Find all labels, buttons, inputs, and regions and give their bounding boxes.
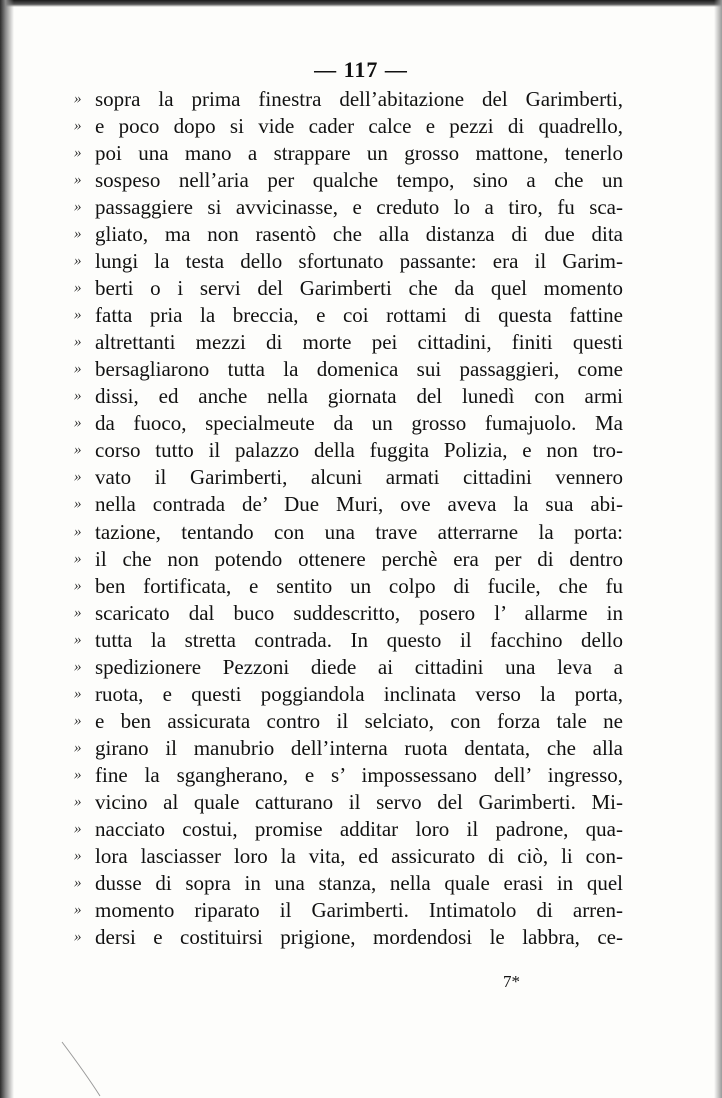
line-text: nella contrada de’ Due Muri, ove aveva la sua abi- <box>95 492 623 517</box>
quote-marker: » <box>74 523 82 540</box>
quote-marker: » <box>74 901 82 918</box>
text-line <box>0 870 722 897</box>
text-line <box>0 410 722 437</box>
line-text: corso tutto il palazzo della fuggita Polizia, e non tro- <box>95 438 623 463</box>
quote-marker: » <box>74 793 82 810</box>
text-line <box>0 681 722 708</box>
line-text: tutta la stretta contrada. In questo il facchino dello <box>95 627 623 652</box>
quote-marker: » <box>74 631 82 648</box>
text-line <box>0 924 722 951</box>
quote-marker: » <box>74 253 82 270</box>
body-text <box>0 86 722 951</box>
quote-marker: » <box>74 766 82 783</box>
line-text: il che non potendo ottenere perchè era per di dentro <box>95 546 623 571</box>
quote-marker: » <box>74 415 82 432</box>
text-line <box>0 140 722 167</box>
text-line <box>0 897 722 924</box>
text-line <box>0 383 722 410</box>
text-line <box>0 356 722 383</box>
text-line <box>0 437 722 464</box>
text-line <box>0 762 722 789</box>
quote-marker: » <box>74 388 82 405</box>
line-text: momento riparato il Garimberti. Intimatolo di arren- <box>95 897 623 922</box>
text-line <box>0 735 722 762</box>
quote-marker: » <box>74 172 82 189</box>
line-text: sopra la prima finestra dell’abitazione del Garimberti, <box>95 87 623 111</box>
line-text: bersagliarono tutta la domenica sui passaggieri, come <box>95 357 623 382</box>
text-line <box>0 302 722 329</box>
line-text: ruota, e questi poggiandola inclinata verso la porta, <box>95 681 623 706</box>
quote-marker: » <box>74 550 82 567</box>
signature-mark: 7* <box>503 972 520 991</box>
text-line <box>0 464 722 491</box>
text-line <box>0 600 722 627</box>
quote-marker: » <box>74 118 82 135</box>
line-text: spedizionere Pezzoni diede ai cittadini una leva a <box>95 654 623 679</box>
quote-marker: » <box>74 334 82 351</box>
corner-crease-mark <box>60 1040 120 1098</box>
text-line <box>0 816 722 843</box>
line-text: vicino al quale catturano il servo del Garimberti. Mi- <box>95 789 623 814</box>
line-text: lora lasciasser loro la vita, ed assicurato di ciò, li con- <box>95 843 623 868</box>
quote-marker: » <box>74 658 82 675</box>
line-text: e ben assicurata contro il selciato, con forza tale ne <box>95 708 623 733</box>
line-text: vato il Garimberti, alcuni armati cittadini vennero <box>95 465 623 490</box>
text-line <box>0 275 722 302</box>
line-text: tazione, tentando con una trave atterrarne la porta: <box>95 519 623 544</box>
line-text: sospeso nell’aria per qualche tempo, sino a che un <box>95 168 623 193</box>
quote-marker: » <box>74 820 82 837</box>
text-line <box>0 248 722 275</box>
text-line <box>0 113 722 140</box>
line-text: ben fortificata, e sentito un colpo di fucile, che fu <box>95 573 623 598</box>
line-text: dersi e costituirsi prigione, mordendosi le labbra, ce- <box>95 924 623 949</box>
line-text: passaggiere si avvicinasse, e creduto lo a tiro, fu sca- <box>95 195 623 220</box>
line-text: fine la sgangherano, e s’ impossessano dell’ ingresso, <box>95 762 623 787</box>
line-text: berti o i servi del Garimberti che da quel momento <box>95 276 623 301</box>
text-line <box>0 708 722 735</box>
quote-marker: » <box>74 226 82 243</box>
quote-marker: » <box>74 307 82 324</box>
text-line <box>0 86 722 113</box>
text-line <box>0 167 722 194</box>
line-text: da fuoco, specialmeute da un grosso fumajuolo. Ma <box>95 411 623 436</box>
page-top-shadow <box>0 0 722 7</box>
text-line <box>0 654 722 681</box>
quote-marker: » <box>74 280 82 297</box>
line-text: scaricato dal buco suddescritto, posero l’ allarme in <box>95 600 623 625</box>
line-text: e poco dopo si vide cader calce e pezzi di quadrello, <box>95 114 623 139</box>
quote-marker: » <box>74 577 82 594</box>
quote-marker: » <box>74 847 82 864</box>
quote-marker: » <box>74 145 82 162</box>
quote-marker: » <box>74 928 82 945</box>
text-line <box>0 491 722 518</box>
text-line <box>0 573 722 600</box>
quote-marker: » <box>74 496 82 513</box>
text-line <box>0 221 722 248</box>
line-text: altrettanti mezzi di morte pei cittadini, finiti questi <box>95 330 623 355</box>
quote-marker: » <box>74 469 82 486</box>
line-text: nacciato costui, promise additar loro il padrone, qua- <box>95 816 623 841</box>
line-text: girano il manubrio dell’interna ruota dentata, che alla <box>95 735 623 760</box>
text-line <box>0 627 722 654</box>
text-line <box>0 194 722 221</box>
line-text: poi una mano a strappare un grosso mattone, tenerlo <box>95 141 623 166</box>
text-line <box>0 519 722 546</box>
quote-marker: » <box>74 91 82 107</box>
line-text: fatta pria la breccia, e coi rottami di questa fattine <box>95 303 623 328</box>
quote-marker: » <box>74 199 82 216</box>
line-text: dusse di sopra in una stanza, nella quale erasi in quel <box>95 870 623 895</box>
quote-marker: » <box>74 685 82 702</box>
line-text: dissi, ed anche nella giornata del lunedì con armi <box>95 384 623 409</box>
text-line <box>0 843 722 870</box>
line-text: gliato, ma non rasentò che alla distanza di due dita <box>95 222 623 247</box>
line-text: lungi la testa dello sfortunato passante: era il Garim- <box>95 249 623 274</box>
text-line <box>0 789 722 816</box>
text-line <box>0 546 722 573</box>
quote-marker: » <box>74 604 82 621</box>
text-line <box>0 329 722 356</box>
quote-marker: » <box>74 712 82 729</box>
quote-marker: » <box>74 442 82 459</box>
quote-marker: » <box>74 874 82 891</box>
quote-marker: » <box>74 361 82 378</box>
quote-marker: » <box>74 739 82 756</box>
page-number: — 117 — <box>314 57 408 82</box>
